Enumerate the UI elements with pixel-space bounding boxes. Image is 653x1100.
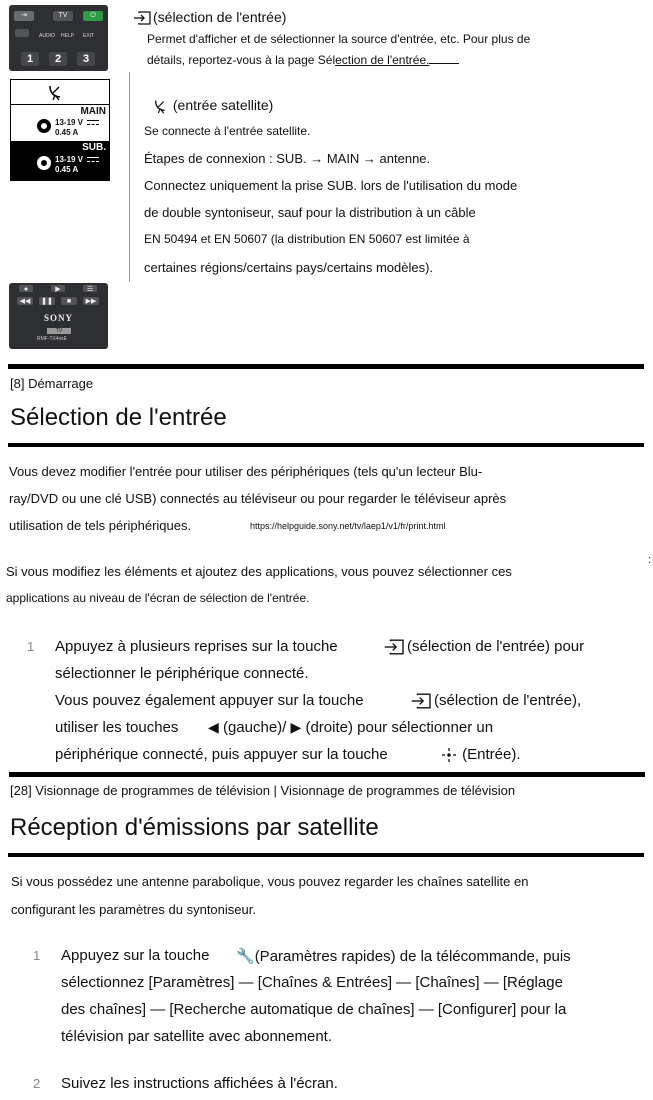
brand-logo: SONY [43,313,73,323]
model-label: RMF-TX4xxE [37,336,67,342]
num-1-button: 1 [21,52,39,66]
step-line [440,746,521,763]
satellite-line: certaines régions/certains pays/certains modèles). [144,260,434,275]
satellite-line: Étapes de connexion : SUB. → MAIN → antenne. [144,151,431,166]
dc-symbol-icon [87,120,99,125]
paragraph-line: Si vous possédez une antenne parabolique, vous pouvez regarder les chaînes satellite en [11,874,529,889]
satellite-dish-icon [47,83,65,101]
input-button: ⇥ [14,11,34,21]
pause-button: ❚❚ [39,297,55,305]
step-line: télévision par satellite avec abonnement. [61,1028,332,1045]
step-line: Appuyez sur la touche [61,947,210,964]
forward-button: ▶▶ [83,297,99,305]
main-label: MAIN [80,106,106,117]
section-divider [8,364,644,369]
step-text: (Entrée). [462,746,521,763]
main-port-box [11,104,109,141]
paragraph-line: Si vous modifiez les éléments et ajoutez des applications, vous pouvez sélectionner ces [6,564,512,579]
input-select-desc-1: Permet d'afficher et de sélectionner la source d'entrée, etc. Pour plus de [147,32,531,46]
right-arrow-icon: ▶ [290,719,302,735]
input-select-desc-prefix: détails, reportez-vous à la page Sél [147,53,336,67]
breadcrumb: [8] Démarrage [10,376,94,391]
input-select-link[interactable]: ection de l'entrée. [335,53,430,67]
tv-button: TV [53,11,73,21]
step-line: sélectionner le périphérique connecté. [55,665,309,682]
step-line [383,638,584,655]
print-url[interactable]: https://helpguide.sony.net/tv/laep1/v1/fr/print.html [250,521,446,531]
power-button: ⏻ [83,11,103,21]
remote-label-help: HELP [61,33,75,39]
paragraph-line: utilisation de tels périphériques. [9,518,192,533]
input-select-heading [133,9,286,25]
dc-symbol-icon [87,157,99,162]
step-line: sélectionnez [Paramètres] — [Chaînes & Entrées] — [Chaînes] — [Réglage [61,974,563,991]
step-number: 2 [33,1076,41,1091]
sub-label: SUB. [82,142,106,153]
sub-port-box [11,141,109,180]
stop-button: ■ [61,297,77,305]
input-select-desc-2 [147,53,459,67]
remote-label-exit: EXIT [83,33,95,39]
satellite-line: Connectez uniquement la prise SUB. lors de l'utilisation du mode [144,178,518,193]
satellite-line: de double syntoniseur, sauf pour la distribution à un câble [144,205,476,220]
page-title: Réception d'émissions par satellite [10,814,379,841]
sub-amperage: 0.45 A [55,165,79,174]
paragraph-line: configurant les paramètres du syntoniseur. [11,902,256,917]
step-line: des chaînes] — [Recherche automatique de chaînes] — [Configurer] pour la [61,1001,567,1018]
paragraph-line: applications au niveau de l'écran de sélection de l'entrée. [6,591,310,605]
gear-button: ● [19,285,33,292]
tv-badge: TV [47,328,71,334]
step-line [208,719,493,736]
input-select-icon [410,693,434,709]
step-text: Appuyez à plusieurs reprises sur la touche [55,638,338,655]
breadcrumb: [28] Visionnage de programmes de télévision | Visionnage de programmes de télévision [10,783,516,798]
step-text: (Paramètres rapides) de la télécommande, puis [254,948,571,965]
step-number: 1 [33,948,41,963]
step-line: périphérique connecté, puis appuyer sur la touche [55,746,388,763]
satellite-line: EN 50494 et EN 50607 (la distribution EN 50607 est limitée à [144,232,470,246]
satellite-title: (entrée satellite) [172,97,274,113]
rect-button [15,29,29,37]
step-text: (sélection de l'entrée), [434,692,582,709]
enter-icon [440,747,458,763]
remote-label-audio: AUDIO [39,33,55,39]
paragraph-line: ray/DVD ou une clé USB) connectés au téléviseur ou pour regarder le téléviseur après [9,491,507,506]
left-arrow-icon: ◀ [208,719,219,735]
title-divider [8,853,644,857]
step-line [410,692,581,709]
step-line: utiliser les touches [55,719,179,736]
paragraph-line: Vous devez modifier l'entrée pour utiliser des périphériques (tels qu'un lecteur Blu- [9,464,483,479]
satellite-heading [153,97,273,114]
sub-connector-icon [37,156,51,170]
main-connector-icon [37,119,51,133]
stray-mark: : [648,554,652,566]
sub-voltage: 13-19 V [55,155,84,164]
num-2-button: 2 [49,52,67,66]
play-button: ▶ [51,285,65,292]
remote-top-image [9,5,108,71]
step-text: (sélection de l'entrée) pour [407,638,585,655]
page-title: Sélection de l'entrée [10,404,227,431]
title-divider [8,443,644,447]
remote-bottom-image [9,283,108,349]
num-3-button: 3 [77,52,95,66]
input-select-icon [133,11,153,25]
input-select-title: (sélection de l'entrée) [153,9,287,25]
guide-button: ☰ [83,285,97,292]
step-text: (gauche)/ [222,719,287,736]
main-amperage: 0.45 A [55,128,79,137]
main-voltage: 13-19 V [55,118,84,127]
column-divider [129,72,130,282]
step-line: Suivez les instructions affichées à l'écran. [61,1075,338,1092]
step-line: Vous pouvez également appuyer sur la touche [55,692,364,709]
step-line [236,947,571,965]
input-select-icon [383,639,407,655]
satellite-dish-icon [153,98,169,114]
section-divider [9,772,645,777]
step-text: (droite) pour sélectionner un [305,719,494,736]
satellite-panel-image [10,79,110,181]
satellite-line: Se connecte à l'entrée satellite. [144,124,311,138]
rewind-button: ◀◀ [17,297,33,305]
wrench-icon: 🔧 [236,948,255,965]
step-number: 1 [27,639,35,654]
step-line [55,638,338,655]
